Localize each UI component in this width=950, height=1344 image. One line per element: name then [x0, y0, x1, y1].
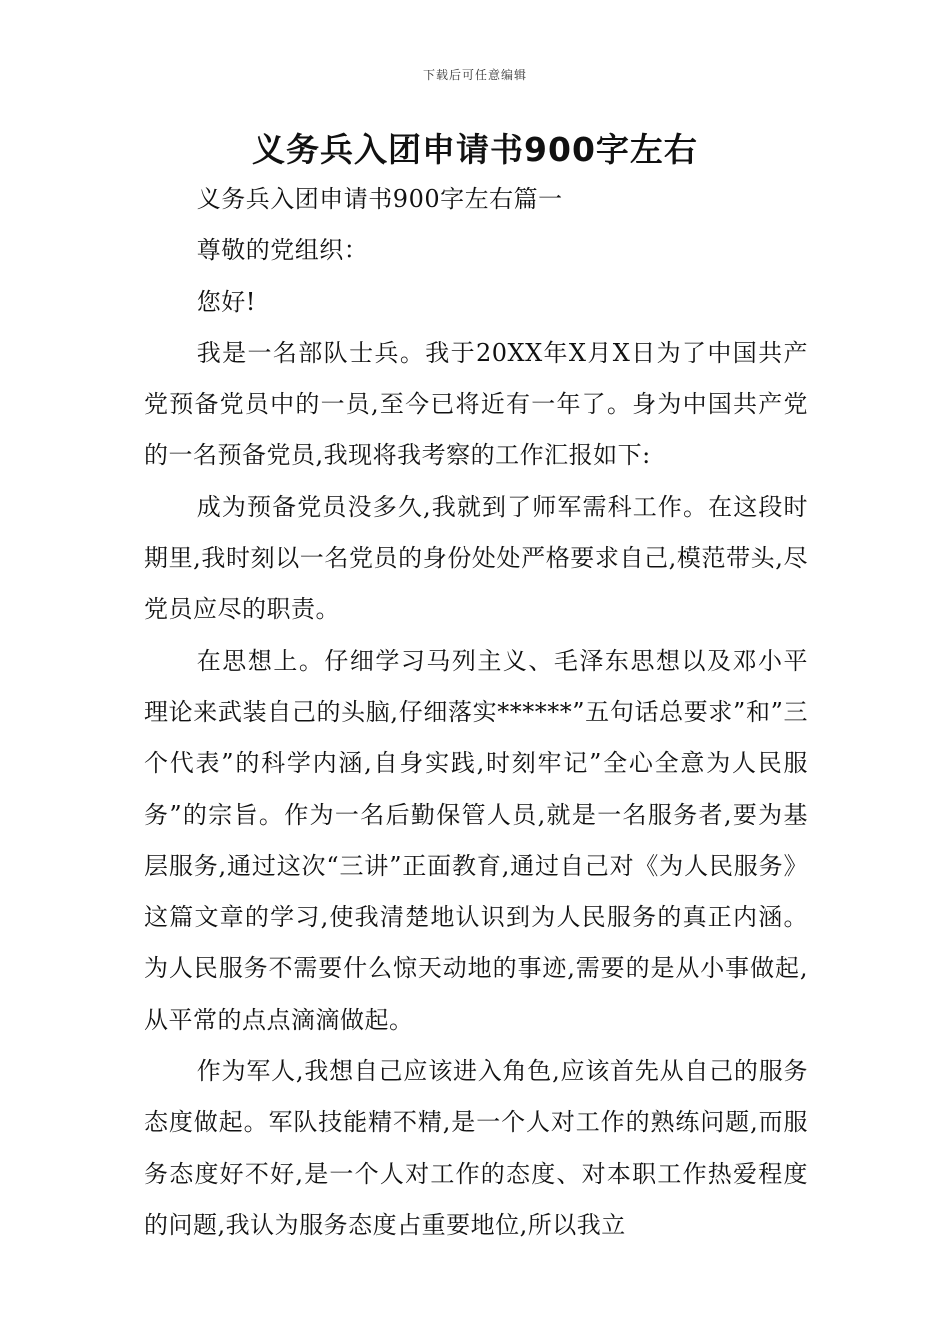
greeting: 您好!: [196, 287, 256, 316]
salutation: 尊敬的党组织：: [196, 236, 369, 265]
document-body: [144, 174, 808, 1251]
document-title: 义务兵入团申请书900字左右: [252, 130, 698, 169]
section-heading: 义务兵入团申请书900字左右篇一: [196, 185, 563, 213]
paragraph-work: 成为预备党员没多久,我就到了师军需科工作。在这段时期里,我时刻以一名党员的身份处处严格要求自己,模范带头,尽党员应尽的职责。: [144, 492, 808, 624]
paragraph-intro: 我是一名部队士兵。我于20XX年X月X日为了中国共产党预备党员中的一员,至今已将近有一年了。身为中国共产党的一名预备党员,我现将我考察的工作汇报如下:: [144, 338, 808, 470]
paragraph-soldier: 作为军人,我想自己应该进入角色,应该首先从自己的服务态度做起。军队技能精不精,是一个人对工作的熟练问题,而服务态度好不好,是一个人对工作的态度、对本职工作热爱程度的问题,我认为服务态度占重要地位,所以我立: [144, 1057, 808, 1239]
header-note: 下载后可任意编辑: [422, 68, 527, 82]
paragraph-thought: 在思想上。仔细学习马列主义、毛泽东思想以及邓小平理论来武装自己的头脑,仔细落实******”五句话总要求”和”三个代表”的科学内涵,自身实践,时刻牢记”全心全意为人民服务”的宗旨。作为一名后勤保管人员,就是一名服务者,要为基层服务,通过这次“三讲”正面教育,通过自己对《为人民服务》这篇文章的学习,使我清楚地认识到为人民服务的真正内涵。为人民服务不需要什么惊天动地的事迹,需要的是从小事做起,从平常的点点滴滴做起。: [144, 646, 808, 1034]
